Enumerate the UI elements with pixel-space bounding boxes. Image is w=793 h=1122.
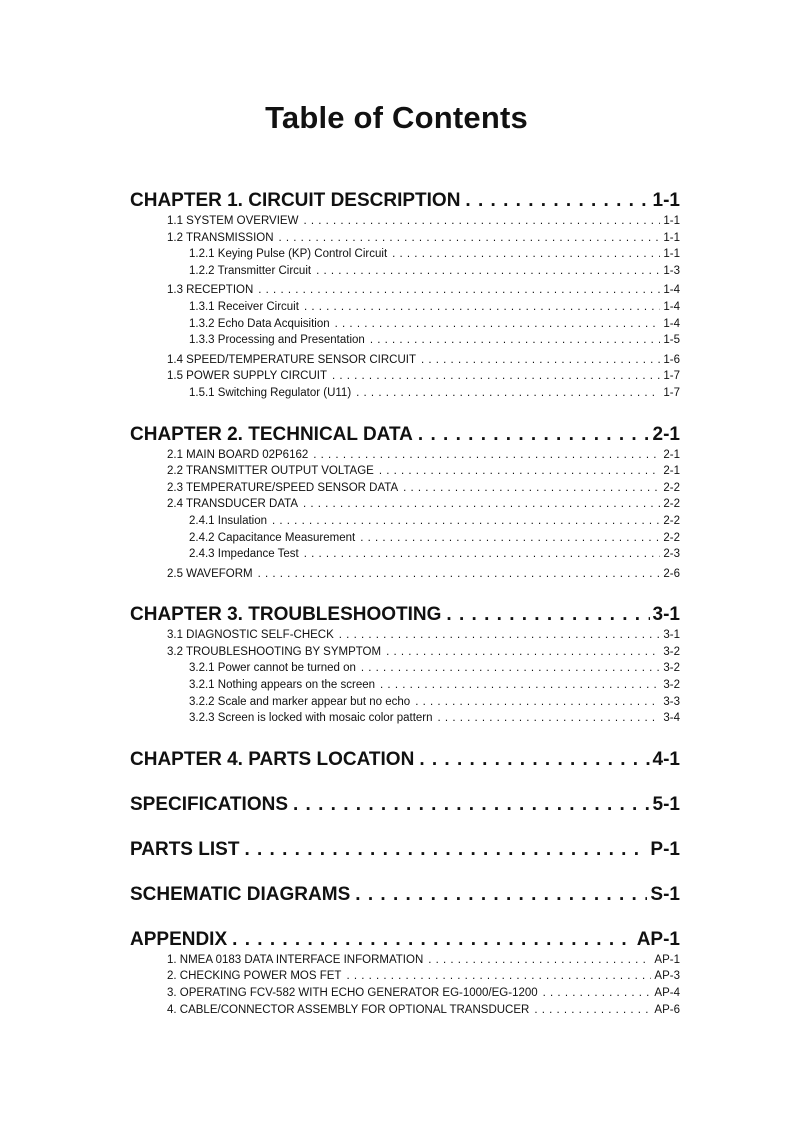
entry-title: 2.1 MAIN BOARD 02P6162 [167, 448, 309, 461]
entry-title: 3.2 TROUBLESHOOTING BY SYMPTOM [167, 645, 382, 658]
entry-page: 2-6 [663, 567, 680, 580]
entry-title: 2. CHECKING POWER MOS FET [167, 970, 342, 983]
entry-title: 4. CABLE/CONNECTOR ASSEMBLY FOR OPTIONAL TRANSDUCER [167, 1003, 530, 1016]
entry-title: 3.2.1 Power cannot be turned on [189, 662, 356, 675]
dot-leader [380, 677, 660, 694]
dot-leader [418, 422, 650, 447]
dot-leader [361, 660, 661, 677]
entry-page: AP-4 [654, 987, 680, 1000]
entry-title: CHAPTER 4. PARTS LOCATION [130, 748, 415, 770]
dot-leader [446, 602, 649, 627]
entry-title: 1.2.2 Transmitter Circuit [189, 264, 312, 277]
entry-page: 3-2 [663, 679, 680, 692]
dot-leader [339, 627, 661, 644]
entry-page: AP-1 [636, 928, 680, 950]
entry-title: 2.4 TRANSDUCER DATA [167, 498, 298, 511]
entry-title: CHAPTER 2. TECHNICAL DATA [130, 423, 413, 445]
entry-page: 3-2 [663, 662, 680, 675]
section-entry[interactable] [130, 644, 680, 661]
dot-leader [232, 927, 634, 952]
chapter-heading[interactable] [130, 882, 680, 907]
entry-page: 2-1 [652, 423, 680, 445]
entry-title: 2.5 WAVEFORM [167, 567, 253, 580]
dot-leader [332, 368, 660, 385]
section-entry[interactable] [130, 968, 680, 985]
dot-leader [543, 985, 652, 1002]
entry-page: 3-2 [663, 645, 680, 658]
entry-page: 1-4 [663, 284, 680, 297]
entry-page: 1-3 [663, 264, 680, 277]
subsection-entry[interactable] [130, 316, 680, 333]
subsection-entry[interactable] [130, 263, 680, 280]
entry-page: 2-1 [663, 465, 680, 478]
dot-leader [534, 1002, 651, 1019]
entry-page: 1-1 [652, 190, 680, 211]
dot-leader [419, 747, 649, 772]
dot-leader [304, 546, 661, 563]
dot-leader [303, 213, 660, 230]
entry-title: SPECIFICATIONS [130, 793, 288, 815]
chapter-heading[interactable] [130, 188, 680, 213]
subsection-entry[interactable] [130, 513, 680, 530]
entry-page: 2-2 [663, 514, 680, 527]
dot-leader [303, 496, 660, 513]
entry-title: 1.5 POWER SUPPLY CIRCUIT [167, 370, 327, 383]
entry-page: S-1 [650, 883, 680, 905]
entry-title: 3. OPERATING FCV-582 WITH ECHO GENERATOR EG-1000/EG-1200 [167, 987, 538, 1000]
entry-page: 2-2 [663, 481, 680, 494]
subsection-entry[interactable] [130, 299, 680, 316]
entry-title: 2.4.3 Impedance Test [189, 548, 299, 561]
entry-page: 1-7 [663, 386, 680, 399]
entry-page: AP-6 [654, 1003, 680, 1016]
table-of-contents [130, 188, 680, 1018]
subsection-entry[interactable] [130, 546, 680, 563]
entry-title: 2.2 TRANSMITTER OUTPUT VOLTAGE [167, 465, 374, 478]
chapter-heading[interactable] [130, 837, 680, 862]
subsection-entry[interactable] [130, 710, 680, 727]
entry-page: 1-1 [663, 248, 680, 261]
chapter-heading[interactable] [130, 792, 680, 817]
dot-leader [293, 792, 650, 817]
entry-title: 3.2.3 Screen is locked with mosaic color pattern [189, 712, 433, 725]
subsection-entry[interactable] [130, 694, 680, 711]
entry-title: PARTS LIST [130, 838, 240, 860]
entry-title: 1.5.1 Switching Regulator (U11) [189, 386, 352, 399]
section-entry[interactable] [130, 213, 680, 230]
section-entry[interactable] [130, 282, 680, 299]
dot-leader [272, 513, 660, 530]
entry-page: 1-5 [663, 334, 680, 347]
entry-title: CHAPTER 3. TROUBLESHOOTING [130, 604, 442, 626]
entry-page: 1-1 [663, 215, 680, 227]
entry-page: 3-3 [663, 695, 680, 708]
entry-title: 1.2 TRANSMISSION [167, 231, 274, 244]
dot-leader [244, 837, 647, 862]
dot-leader [403, 480, 660, 497]
entry-page: P-1 [650, 838, 680, 860]
entry-title: 2.4.1 Insulation [189, 514, 268, 527]
entry-page: 1-4 [663, 300, 680, 313]
dot-leader [428, 952, 651, 969]
dot-leader [335, 316, 661, 333]
dot-leader [304, 299, 660, 316]
entry-title: 1.3 RECEPTION [167, 284, 254, 297]
entry-title: 3.2.2 Scale and marker appear but no echo [189, 695, 411, 708]
entry-page: 2-3 [663, 548, 680, 561]
entry-title: CHAPTER 1. CIRCUIT DESCRIPTION [130, 190, 461, 211]
entry-page: 1-1 [663, 231, 680, 244]
entry-page: 2-1 [663, 448, 680, 461]
entry-title: 1.3.1 Receiver Circuit [189, 300, 299, 313]
entry-page: 1-4 [663, 317, 680, 330]
page-title: Table of Contents [265, 100, 528, 135]
dot-leader [313, 447, 660, 464]
dot-leader [279, 230, 661, 247]
subsection-entry[interactable] [130, 530, 680, 547]
entry-page: 2-2 [663, 498, 680, 511]
dot-leader [379, 463, 661, 480]
entry-page: 2-2 [663, 531, 680, 544]
dot-leader [465, 188, 649, 213]
dot-leader [392, 246, 660, 263]
entry-page: 3-1 [652, 604, 680, 626]
subsection-entry[interactable] [130, 246, 680, 263]
subsection-entry[interactable] [130, 385, 680, 402]
section-entry[interactable] [130, 496, 680, 513]
chapter-heading[interactable] [130, 602, 680, 627]
entry-page: AP-1 [654, 953, 680, 966]
chapter-heading[interactable] [130, 927, 680, 952]
section-entry[interactable] [130, 1002, 680, 1019]
subsection-entry[interactable] [130, 677, 680, 694]
entry-title: APPENDIX [130, 928, 228, 950]
dot-leader [415, 694, 660, 711]
entry-page: 1-6 [663, 353, 680, 366]
section-entry[interactable] [130, 230, 680, 247]
entry-title: 1.3.3 Processing and Presentation [189, 334, 365, 347]
entry-title: 1.3.2 Echo Data Acquisition [189, 317, 330, 330]
entry-page: 3-1 [663, 629, 680, 642]
section-entry[interactable] [130, 480, 680, 497]
section-entry[interactable] [130, 352, 680, 369]
dot-leader [421, 352, 660, 369]
section-entry[interactable] [130, 447, 680, 464]
section-entry[interactable] [130, 566, 680, 583]
entry-title: 3.1 DIAGNOSTIC SELF-CHECK [167, 629, 334, 642]
entry-page: AP-3 [654, 970, 680, 983]
entry-title: 1.2.1 Keying Pulse (KP) Control Circuit [189, 248, 388, 261]
entry-title: 1. NMEA 0183 DATA INTERFACE INFORMATION [167, 953, 424, 966]
entry-title: 1.4 SPEED/TEMPERATURE SENSOR CIRCUIT [167, 353, 416, 366]
entry-title: 2.4.2 Capacitance Measurement [189, 531, 356, 544]
entry-page: 4-1 [652, 748, 680, 770]
dot-leader [346, 968, 651, 985]
dot-leader [356, 385, 660, 402]
dot-leader [438, 710, 661, 727]
section-entry[interactable] [130, 985, 680, 1002]
entry-page: 1-7 [663, 370, 680, 383]
section-entry[interactable] [130, 627, 680, 644]
dot-leader [258, 566, 661, 583]
section-entry[interactable] [130, 463, 680, 480]
dot-leader [360, 530, 660, 547]
dot-leader [258, 282, 660, 299]
entry-page: 3-4 [663, 712, 680, 725]
chapter-heading[interactable] [130, 422, 680, 447]
chapter-heading[interactable] [130, 747, 680, 772]
section-entry[interactable] [130, 952, 680, 969]
entry-page: 5-1 [652, 793, 680, 815]
entry-title: 1.1 SYSTEM OVERVIEW [167, 215, 299, 227]
subsection-entry[interactable] [130, 332, 680, 349]
dot-leader [355, 882, 647, 907]
dot-leader [370, 332, 661, 349]
dot-leader [386, 644, 660, 661]
subsection-entry[interactable] [130, 660, 680, 677]
entry-title: SCHEMATIC DIAGRAMS [130, 883, 351, 905]
entry-title: 2.3 TEMPERATURE/SPEED SENSOR DATA [167, 481, 399, 494]
section-entry[interactable] [130, 368, 680, 385]
entry-title: 3.2.1 Nothing appears on the screen [189, 679, 376, 692]
dot-leader [316, 263, 660, 280]
